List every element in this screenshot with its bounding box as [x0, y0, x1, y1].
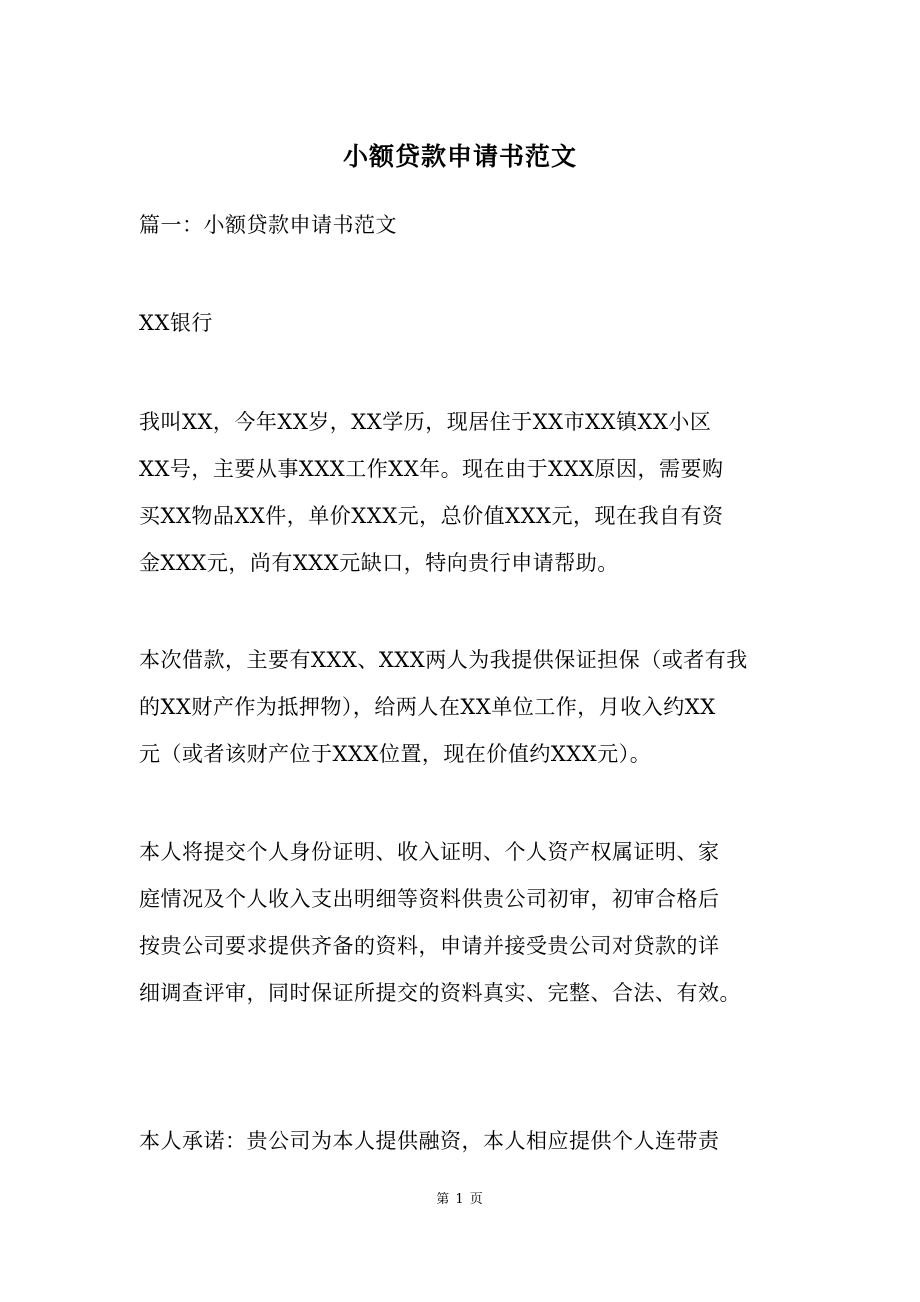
- paragraph-line: 庭情况及个人收入支出明细等资料供贵公司初审，初审合格后: [139, 887, 720, 911]
- paragraph-line: 本人将提交个人身份证明、收入证明、个人资产权属证明、家: [139, 840, 720, 864]
- paragraph-line: 的XX财产作为抵押物），给两人在XX单位工作，月收入约XX: [139, 695, 716, 719]
- document-title: 小额贷款申请书范文: [342, 142, 577, 171]
- recipient-line: XX银行: [139, 311, 213, 335]
- paragraph-line: 本人承诺：贵公司为本人提供融资，本人相应提供个人连带责: [139, 1129, 720, 1153]
- paragraph-line: 按贵公司要求提供齐备的资料，申请并接受贵公司对贷款的详: [139, 934, 720, 958]
- paragraph-line: 买XX物品XX件，单价XXX元，总价值XXX元，现在我自有资: [139, 504, 724, 528]
- paragraph-line: 细调查评审，同时保证所提交的资料真实、完整、合法、有效。: [139, 981, 741, 1005]
- section-heading: 篇一：小额贷款申请书范文: [139, 213, 397, 237]
- paragraph-line: 金XXX元，尚有XXX元缺口，特向贵行申请帮助。: [139, 551, 619, 575]
- paragraph-line: 元（或者该财产位于XXX位置，现在价值约XXX元）。: [139, 742, 652, 766]
- paragraph-line: 本次借款，主要有XXX、XXX两人为我提供保证担保（或者有我: [139, 648, 748, 672]
- page-number: 第 1 页: [436, 1192, 484, 1207]
- paragraph-line: 我叫XX，今年XX岁，XX学历，现居住于XX市XX镇XX小区: [139, 410, 712, 434]
- paragraph-line: XX号，主要从事XXX工作XX年。现在由于XXX原因，需要购: [139, 457, 724, 481]
